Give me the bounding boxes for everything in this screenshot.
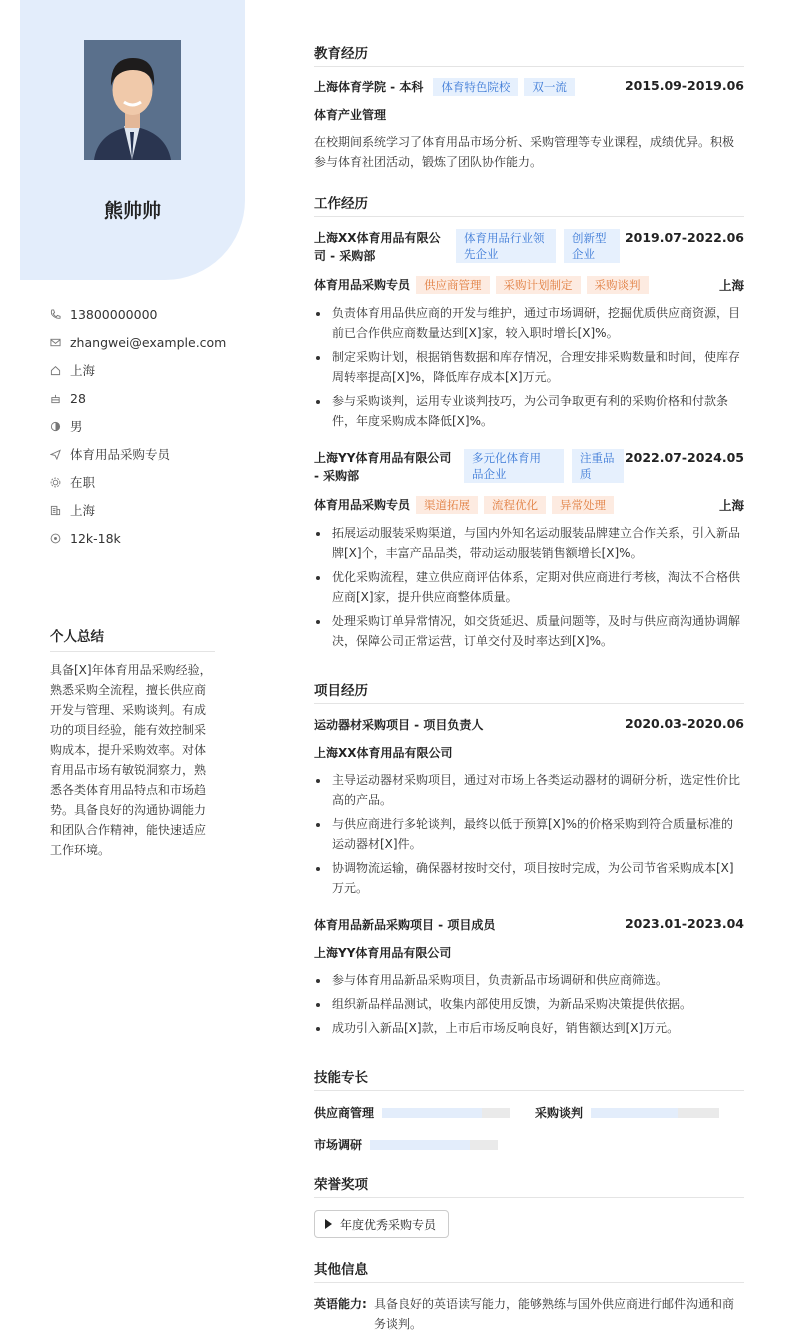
section-title-skills: 技能专长 — [314, 1066, 744, 1091]
contact-gender — [50, 412, 250, 440]
gender-icon — [50, 419, 70, 433]
list-item: 成功引入新品[X]款，上市后市场反响良好，销售额达到[X]万元。 — [314, 1018, 744, 1038]
skill-bar — [591, 1108, 719, 1118]
contact-text: 28 — [70, 390, 86, 406]
school-tag: 体育特色院校 — [433, 78, 518, 96]
skill-item — [314, 1136, 498, 1153]
list-item: 拓展运动服装采购渠道，与国内外知名运动服装品牌建立合作关系，引入新品牌[X]个，丰富产品品类，带动运动服装销售额增长[X]%。 — [314, 523, 744, 563]
skill-bar-fill — [382, 1108, 482, 1118]
contact-city — [50, 356, 250, 384]
job-bullets — [314, 303, 744, 435]
contact-position — [50, 440, 250, 468]
job-header — [314, 229, 744, 265]
job-company-line: 上海XX体育用品有限公 — [314, 231, 441, 245]
skill-name: 市场调研 — [314, 1138, 363, 1152]
job-role: 体育用品采购专员 — [314, 498, 411, 512]
project-name: 运动器材采购项目 - 项目负责人 — [314, 718, 484, 732]
other-text-line: 务谈判。 — [374, 1317, 423, 1331]
company-tag: 注重品 质 — [572, 449, 624, 483]
section-title-work: 工作经历 — [314, 192, 744, 217]
other-text-line: 具备良好的英语读写能力，能够熟练与国外供应商进行邮件沟通和商 — [374, 1297, 735, 1311]
list-item: 优化采购流程，建立供应商评估体系，定期对供应商进行考核，淘汰不合格供应商[X]家，提升供应商整体质量。 — [314, 567, 744, 607]
project-name: 体育用品新品采购项目 - 项目成员 — [314, 918, 496, 932]
job-company-line: - 采购部 — [314, 469, 360, 483]
project-header — [314, 716, 744, 733]
other-info — [314, 1294, 744, 1334]
home-icon — [50, 363, 70, 377]
job-bullets — [314, 523, 744, 655]
skill-bar-fill — [370, 1140, 470, 1150]
project-date: 2020.03-2020.06 — [624, 716, 744, 731]
skill-tag: 渠道拓展 — [416, 496, 478, 514]
section-title-awards: 荣誉奖项 — [314, 1173, 744, 1198]
skill-tag: 采购计划制定 — [496, 276, 581, 294]
skill-tag: 异常处理 — [552, 496, 614, 514]
project-bullets — [314, 770, 744, 902]
cake-icon — [50, 391, 70, 405]
list-item: 组织新品样品测试，收集内部使用反馈，为新品采购决策提供依据。 — [314, 994, 744, 1014]
list-item: 与供应商进行多轮谈判，最终以低于预算[X]%的价格采购到符合质量标准的运动器材[X]件。 — [314, 814, 744, 854]
section-title-projects: 项目经历 — [314, 679, 744, 704]
contact-text: 13800000000 — [70, 306, 158, 322]
list-item: 负责体育用品供应商的开发与维护，通过市场调研，挖掘优质供应商资源，目前已合作供应商数量达到[X]家，较入职时增长[X]%。 — [314, 303, 744, 343]
job-company — [314, 229, 448, 265]
job-city: 上海 — [718, 498, 744, 513]
job-role-row — [314, 496, 744, 514]
candidate-name: 熊帅帅 — [103, 200, 161, 222]
education-desc: 在校期间系统学习了体育用品市场分析、采购管理等专业课程，成绩优异。积极参与体育社团活动，锻炼了团队协作能力。 — [314, 135, 735, 169]
skill-tag: 流程优化 — [484, 496, 546, 514]
job-company-line: 上海YY体育用品有限公司 — [314, 451, 452, 465]
project-bullets — [314, 970, 744, 1042]
list-item: 协调物流运输，确保器材按时交付，项目按时完成，为公司节省采购成本[X]万元。 — [314, 858, 744, 898]
skill-bar — [382, 1108, 510, 1118]
other-label: 英语能力: — [314, 1297, 367, 1311]
contact-phone — [50, 300, 250, 328]
contact-email — [50, 328, 250, 356]
education-major: 体育产业管理 — [314, 108, 387, 122]
skill-name: 供应商管理 — [314, 1106, 375, 1120]
skill-tag: 供应商管理 — [416, 276, 490, 294]
job-date: 2019.07-2022.06 — [624, 230, 744, 245]
other-text — [374, 1294, 744, 1334]
avatar — [84, 40, 181, 160]
job-city: 上海 — [718, 278, 744, 293]
skill-bar-fill — [591, 1108, 678, 1118]
contact-text: 在职 — [70, 475, 96, 490]
skill-item — [535, 1104, 719, 1121]
project-date: 2023.01-2023.04 — [624, 916, 744, 931]
section-title-education: 教育经历 — [314, 42, 744, 67]
education-header — [314, 78, 744, 96]
job-header — [314, 449, 744, 485]
skill-name: 采购谈判 — [535, 1106, 584, 1120]
section-title-other: 其他信息 — [314, 1258, 744, 1283]
list-item: 主导运动器材采购项目，通过对市场上各类运动器材的调研分析，选定性价比高的产品。 — [314, 770, 744, 810]
summary-title: 个人总结 — [50, 625, 215, 652]
sidebar — [0, 0, 260, 1334]
money-icon — [50, 531, 70, 545]
contact-text: 12k-18k — [70, 530, 121, 546]
contact-location — [50, 496, 250, 524]
skill-item — [314, 1104, 510, 1121]
company-tag: 多元化体育用 品企业 — [464, 449, 564, 483]
list-item: 处理采购订单异常情况，如交货延迟、质量问题等，及时与供应商沟通协调解决，保障公司正常运营，订单交付及时率达到[X]%。 — [314, 611, 744, 651]
project-company: 上海XX体育用品有限公司 — [314, 746, 453, 760]
skill-tag: 采购谈判 — [587, 276, 649, 294]
job-company-line: 司 - 采购部 — [314, 249, 376, 263]
job-role: 体育用品采购专员 — [314, 278, 411, 292]
company-tag: 体育用品行业领 先企业 — [456, 229, 556, 263]
job-company — [314, 449, 456, 485]
summary-text: 具备[X]年体育用品采购经验，熟悉采购全流程，擅长供应商开发与管理、采购谈判。有成功的项目经验，能有效控制采购成本，提升采购效率。对体育用品市场有敏锐洞察力，熟悉各类体育用品特点和市场趋势。具备良好的沟通协调能力和团队合作精神，能快速适应工作环境。 — [50, 663, 212, 857]
contact-salary — [50, 524, 250, 552]
skill-bar — [370, 1140, 498, 1150]
list-item: 参与体育用品新品采购项目，负责新品市场调研和供应商筛选。 — [314, 970, 744, 990]
job-role-row — [314, 276, 744, 294]
contact-text: 上海 — [70, 363, 96, 378]
school-name: 上海体育学院 - 本科 — [314, 80, 424, 94]
award-item[interactable] — [314, 1210, 449, 1238]
project-company: 上海YY体育用品有限公司 — [314, 946, 452, 960]
job-date: 2022.07-2024.05 — [624, 450, 744, 465]
school-tag: 双一流 — [524, 78, 575, 96]
contact-text: 体育用品采购专员 — [70, 447, 171, 462]
phone-icon — [50, 307, 70, 321]
contact-text: zhangwei@example.com — [70, 334, 227, 350]
award-label: 年度优秀采购专员 — [340, 1217, 437, 1232]
mail-icon — [50, 335, 70, 349]
list-item: 制定采购计划，根据销售数据和库存情况，合理安排采购数量和时间，使库存周转率提高[X]%，降低库存成本[X]万元。 — [314, 347, 744, 387]
contact-age — [50, 384, 250, 412]
contact-status — [50, 468, 250, 496]
building-icon — [50, 503, 70, 517]
company-tag: 创新型 企业 — [564, 229, 620, 263]
education-date: 2015.09-2019.06 — [624, 78, 744, 93]
send-icon — [50, 447, 70, 461]
project-header — [314, 916, 744, 933]
contact-list — [50, 300, 250, 552]
contact-text: 上海 — [70, 503, 96, 518]
list-item: 参与采购谈判，运用专业谈判技巧，为公司争取更有利的采购价格和付款条件，年度采购成本降低[X]%。 — [314, 391, 744, 431]
status-icon — [50, 475, 70, 489]
caret-right-icon — [325, 1219, 332, 1229]
contact-text: 男 — [70, 419, 83, 434]
